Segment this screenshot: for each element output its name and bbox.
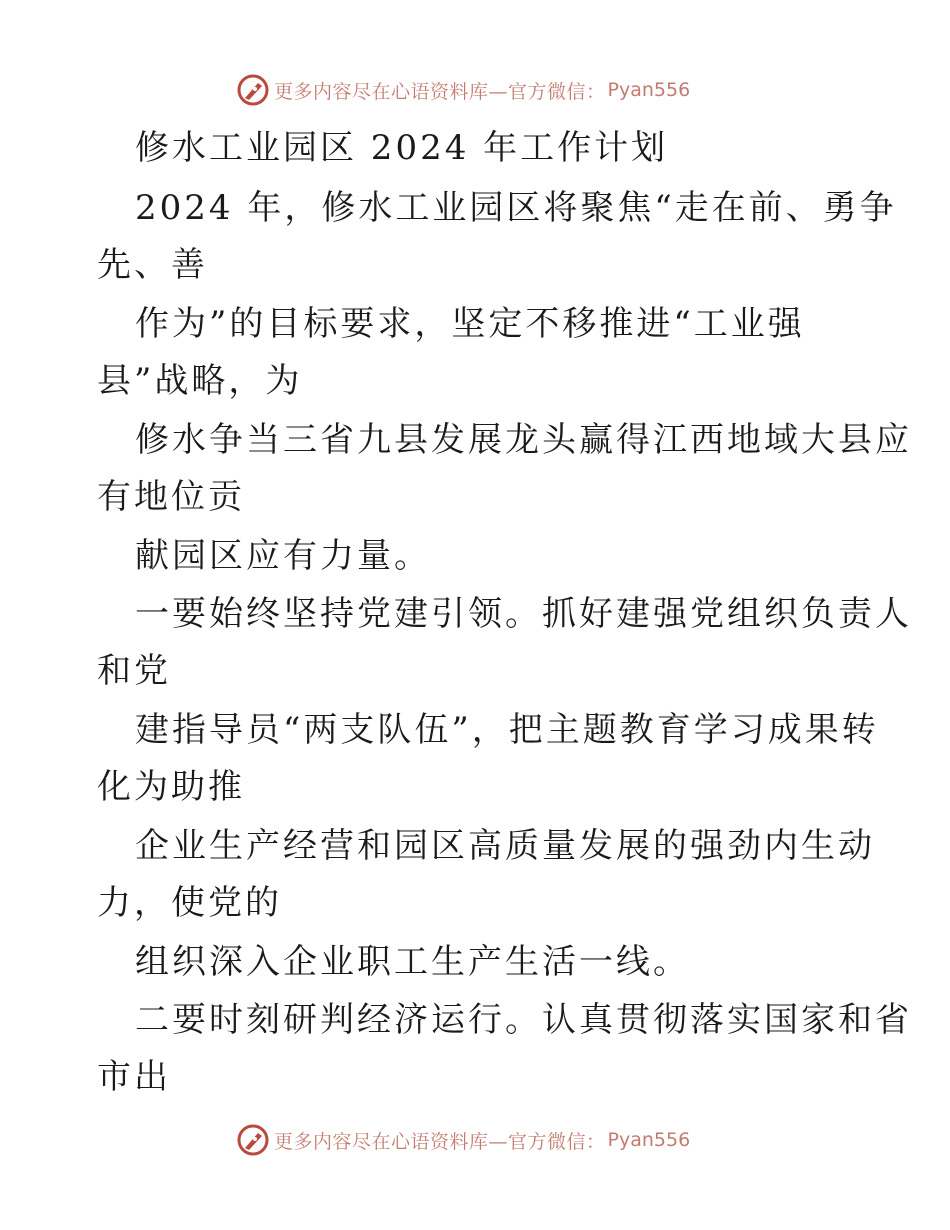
watermark-banner-top [236,72,690,108]
watermark-promo-text: 更多内容尽在心语资料库—官方微信： [274,1130,606,1153]
watermark-wechat-id: Pyan556 [607,1129,691,1151]
watermark-wechat-id: Pyan556 [607,79,691,101]
text-line: 2024 年，修水工业园区将聚焦“走在前、勇争 [135,188,897,228]
text-line: 企业生产经营和园区高质量发展的强劲内生动 [135,826,875,866]
text-line: 力，使党的 [97,883,282,923]
watermark-promo-text: 更多内容尽在心语资料库—官方微信： [274,80,606,103]
text-line: 市出 [97,1057,171,1097]
text-line: 建指导员“两支队伍”，把主题教育学习成果转 [135,710,879,750]
text-line: 有地位贡 [97,477,245,517]
pen-nib-circle-icon [236,1123,270,1157]
text-line: 修水争当三省九县发展龙头赢得江西地域大县应 [135,420,912,460]
text-line: 和党 [97,651,171,691]
text-line: 先、善 [97,245,208,285]
text-line: 一要始终坚持党建引领。抓好建强党组织负责人 [135,594,912,634]
text-line: 作为”的目标要求，坚定不移推进“工业强 [135,304,805,344]
watermark-banner-bottom [236,1122,690,1158]
pen-nib-circle-icon [236,73,270,107]
text-line: 献园区应有力量。 [135,536,431,576]
text-line: 组织深入企业职工生产生活一线。 [135,942,690,982]
text-line: 化为助推 [97,767,245,807]
document-title: 修水工业园区 2024 年工作计划 [135,128,669,168]
text-line: 县”战略，为 [97,361,303,401]
text-line: 二要时刻研判经济运行。认真贯彻落实国家和省 [135,1000,912,1040]
